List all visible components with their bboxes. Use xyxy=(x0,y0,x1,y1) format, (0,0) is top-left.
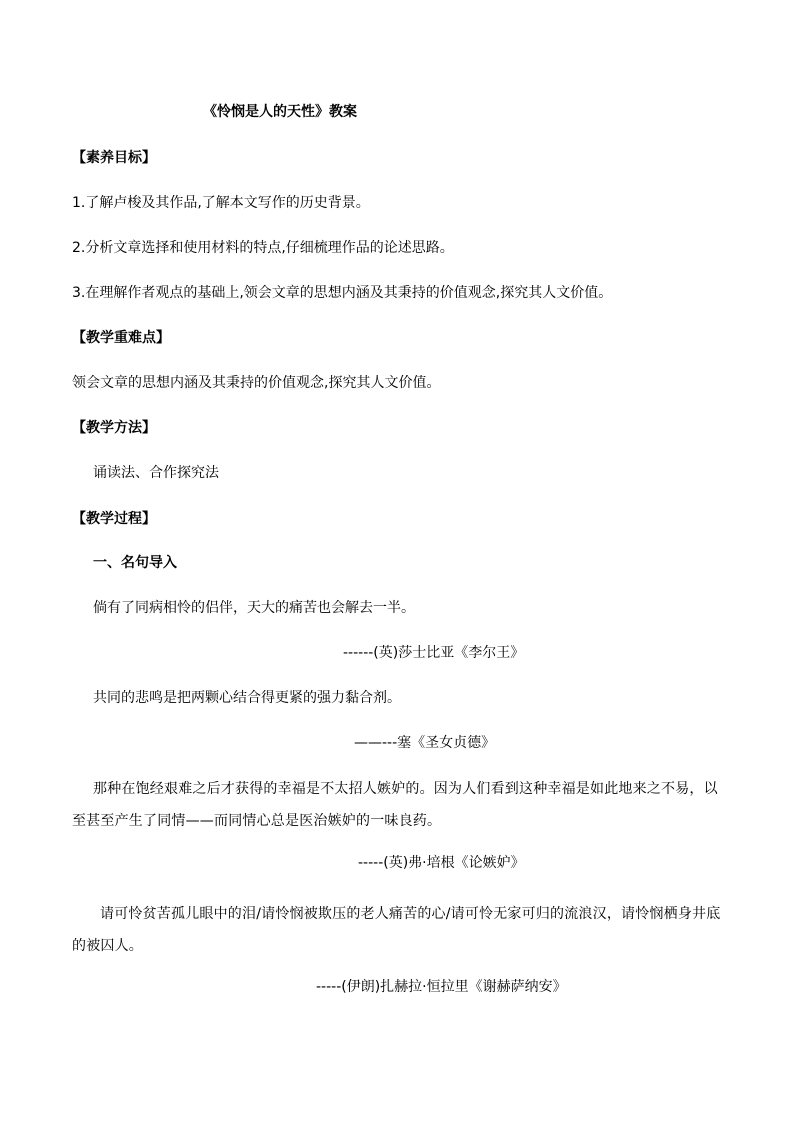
step-heading: 一、名句导入 xyxy=(93,555,177,571)
document-title: 《怜悯是人的天性》教案 xyxy=(203,104,357,120)
goal-item: 1.了解卢梭及其作品,了解本文写作的历史背景。 xyxy=(72,195,370,211)
quote-text: 那种在饱经艰难之后才获得的幸福是不太招人嫉妒的。因为人们看到这种幸福是如此地来之不易，以至甚至产生了同情——而同情心总是医治嫉妒的一味良药。 xyxy=(72,781,718,829)
quote-text: 共同的悲鸣是把两颗心结合得更紧的强力黏合剂。 xyxy=(93,690,401,706)
quote-text: 请可怜贫苦孤儿眼中的泪/请怜悯被欺压的老人痛苦的心/请可怜无家可归的流浪汉，请怜悯栖身井底的被囚人。 xyxy=(72,906,721,954)
section-heading-process: 【教学过程】 xyxy=(72,511,156,527)
quote-source: ——---塞《圣女贞德》 xyxy=(354,735,496,751)
section-heading-key-points: 【教学重难点】 xyxy=(72,330,170,346)
quote-source: -----(英)弗·培根《论嫉妒》 xyxy=(358,855,525,871)
quote-text: 倘有了同病相怜的侣伴，天大的痛苦也会解去一半。 xyxy=(93,600,415,616)
section-heading-goals: 【素养目标】 xyxy=(72,150,156,166)
quote-source: ------(英)莎士比亚《李尔王》 xyxy=(343,645,525,661)
goal-item: 2.分析文章选择和使用材料的特点,仔细梳理作品的论述思路。 xyxy=(72,240,454,256)
section-heading-methods: 【教学方法】 xyxy=(72,420,156,436)
goal-item: 3.在理解作者观点的基础上,领会文章的思想内涵及其秉持的价值观念,探究其人文价值。 xyxy=(72,285,613,301)
methods-text: 诵读法、合作探究法 xyxy=(93,465,219,481)
quote-source: -----(伊朗)扎赫拉·恒拉里《谢赫萨纳安》 xyxy=(316,979,567,995)
key-points-text: 领会文章的思想内涵及其秉持的价值观念,探究其人文价值。 xyxy=(72,375,441,391)
